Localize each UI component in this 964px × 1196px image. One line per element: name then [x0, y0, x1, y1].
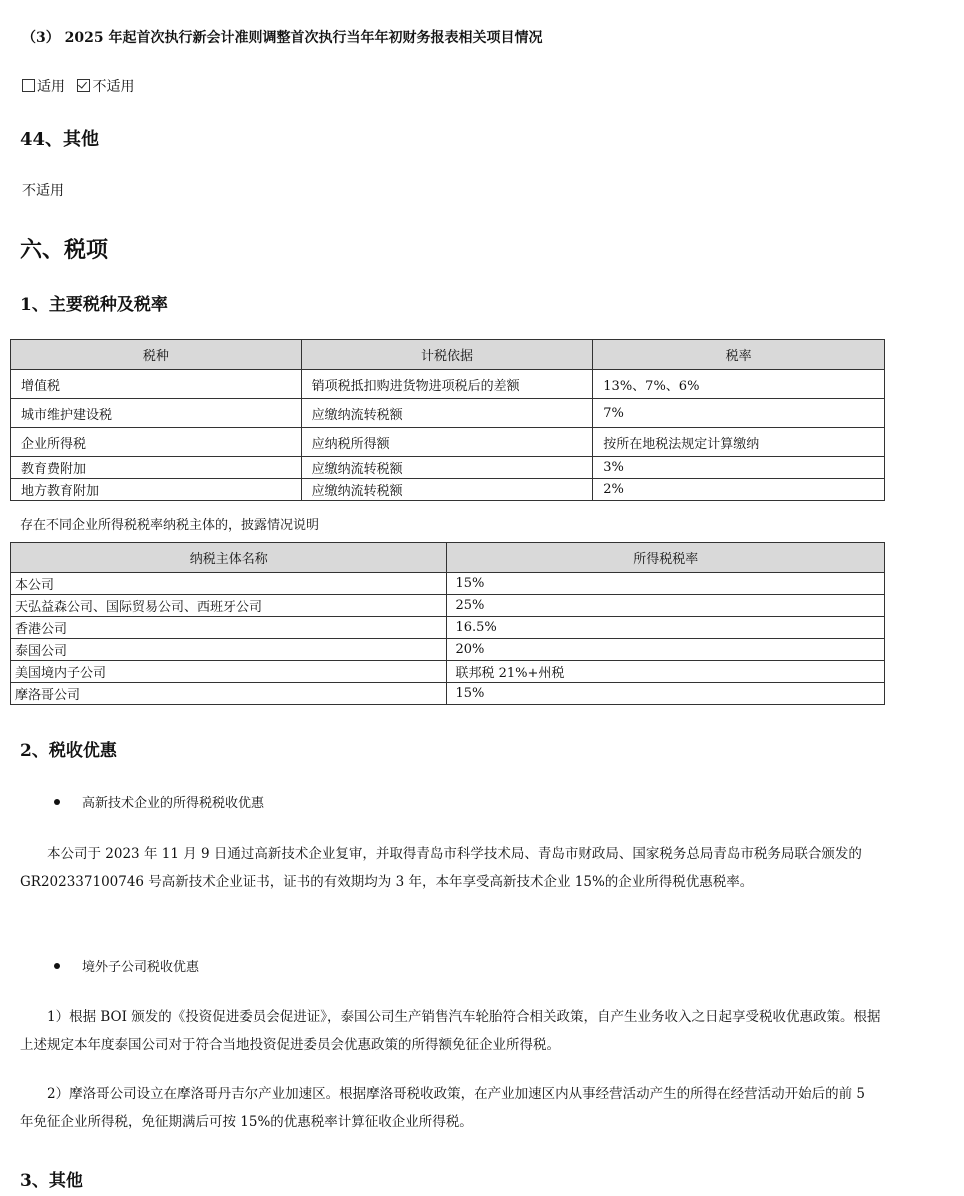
cell-tax-rate: 3%: [593, 457, 885, 479]
list-item: [54, 956, 199, 975]
bullet-text: 高新技术企业的所得税税收优惠: [82, 796, 265, 811]
subsection-2-title: 2、税收优惠: [20, 741, 117, 761]
paragraph-thailand: 1）根据 BOI 颁发的《投资促进委员会促进证》，泰国公司生产销售汽车轮胎符合相关政策，自产生业务收入之日起享受税收优惠政策。根据上述规定本年度泰国公司对于符合当地投资促进委员会优惠政策的所得额免征企业所得税。: [20, 1009, 881, 1053]
option-not-applicable: 不适用: [92, 79, 135, 95]
list-item: [54, 792, 264, 811]
table-row: [11, 683, 885, 705]
table-row: [11, 639, 885, 661]
bullet-icon: [54, 963, 60, 969]
subsection-3-title: 3、其他: [20, 1171, 83, 1191]
cell-tax-basis: 应缴纳流转税额: [301, 399, 593, 428]
unchecked-box-icon: [22, 79, 35, 92]
cell-entity-name: 本公司: [11, 573, 447, 595]
section-44-title: 44、其他: [20, 129, 100, 150]
cell-tax-type: 教育费附加: [11, 457, 302, 479]
cell-tax-basis: 应缴纳流转税额: [301, 457, 593, 479]
table-row: [11, 399, 885, 428]
entity-disclosure-note: 存在不同企业所得税税率纳税主体的，披露情况说明: [20, 518, 320, 533]
cell-tax-type: 企业所得税: [11, 428, 302, 457]
cell-income-tax-rate: 25%: [447, 595, 885, 617]
table-header-row: [11, 543, 885, 573]
section-44-text: 不适用: [22, 183, 64, 199]
table-row: [11, 479, 885, 501]
cell-tax-type: 城市维护建设税: [11, 399, 302, 428]
table-row: [11, 595, 885, 617]
header-income-tax-rate: 所得税税率: [447, 543, 885, 573]
cell-income-tax-rate: 15%: [447, 573, 885, 595]
table-header-row: [11, 340, 885, 370]
table-row: [11, 457, 885, 479]
entity-tax-rate-table: [10, 542, 885, 705]
table-row: [11, 428, 885, 457]
table-row: [11, 573, 885, 595]
header-tax-rate: 税率: [593, 340, 885, 370]
cell-income-tax-rate: 15%: [447, 683, 885, 705]
cell-entity-name: 美国境内子公司: [11, 661, 447, 683]
cell-entity-name: 香港公司: [11, 617, 447, 639]
applicability-checkboxes: [22, 76, 134, 96]
cell-entity-name: 摩洛哥公司: [11, 683, 447, 705]
cell-tax-type: 增值税: [11, 370, 302, 399]
chapter-title-tax: 六、税项: [20, 237, 109, 263]
header-tax-type: 税种: [11, 340, 302, 370]
cell-income-tax-rate: 16.5%: [447, 617, 885, 639]
cell-entity-name: 天弘益森公司、国际贸易公司、西班牙公司: [11, 595, 447, 617]
cell-tax-basis: 销项税抵扣购进货物进项税后的差额: [301, 370, 593, 399]
paragraph-high-tech: 本公司于 2023 年 11 月 9 日通过高新技术企业复审，并取得青岛市科学技术局、青岛市财政局、国家税务总局青岛市税务局联合颁发的 GR202337100746 号高新技术企业证书，证书的有效期均为 3 年，本年享受高新技术企业 15%的企业所得税优惠税率。: [20, 846, 862, 890]
header-tax-basis: 计税依据: [301, 340, 593, 370]
cell-tax-rate: 按所在地税法规定计算缴纳: [593, 428, 885, 457]
cell-income-tax-rate: 20%: [447, 639, 885, 661]
option-applicable: 适用: [37, 79, 65, 95]
cell-entity-name: 泰国公司: [11, 639, 447, 661]
cell-tax-basis: 应缴纳流转税额: [301, 479, 593, 501]
cell-income-tax-rate: 联邦税 21%+州税: [447, 661, 885, 683]
checked-box-icon: [77, 79, 90, 92]
table-row: [11, 661, 885, 683]
cell-tax-basis: 应纳税所得额: [301, 428, 593, 457]
paragraph-morocco: 2）摩洛哥公司设立在摩洛哥丹吉尔产业加速区。根据摩洛哥税收政策，在产业加速区内从事经营活动产生的所得在经营活动开始后的前 5 年免征企业所得税，免征期满后可按 15%的优惠税率计算征收企业所得税。: [20, 1086, 865, 1130]
bullet-text: 境外子公司税收优惠: [82, 960, 200, 975]
subsection-1-title: 1、主要税种及税率: [20, 295, 168, 315]
cell-tax-rate: 7%: [593, 399, 885, 428]
tax-rate-table: [10, 339, 885, 501]
cell-tax-rate: 2%: [593, 479, 885, 501]
section-title-first-adoption: （3） 2025 年起首次执行新会计准则调整首次执行当年年初财务报表相关项目情况: [22, 30, 543, 46]
cell-tax-rate: 13%、7%、6%: [593, 370, 885, 399]
bullet-icon: [54, 799, 60, 805]
header-entity-name: 纳税主体名称: [11, 543, 447, 573]
table-row: [11, 617, 885, 639]
cell-tax-type: 地方教育附加: [11, 479, 302, 501]
table-row: [11, 370, 885, 399]
